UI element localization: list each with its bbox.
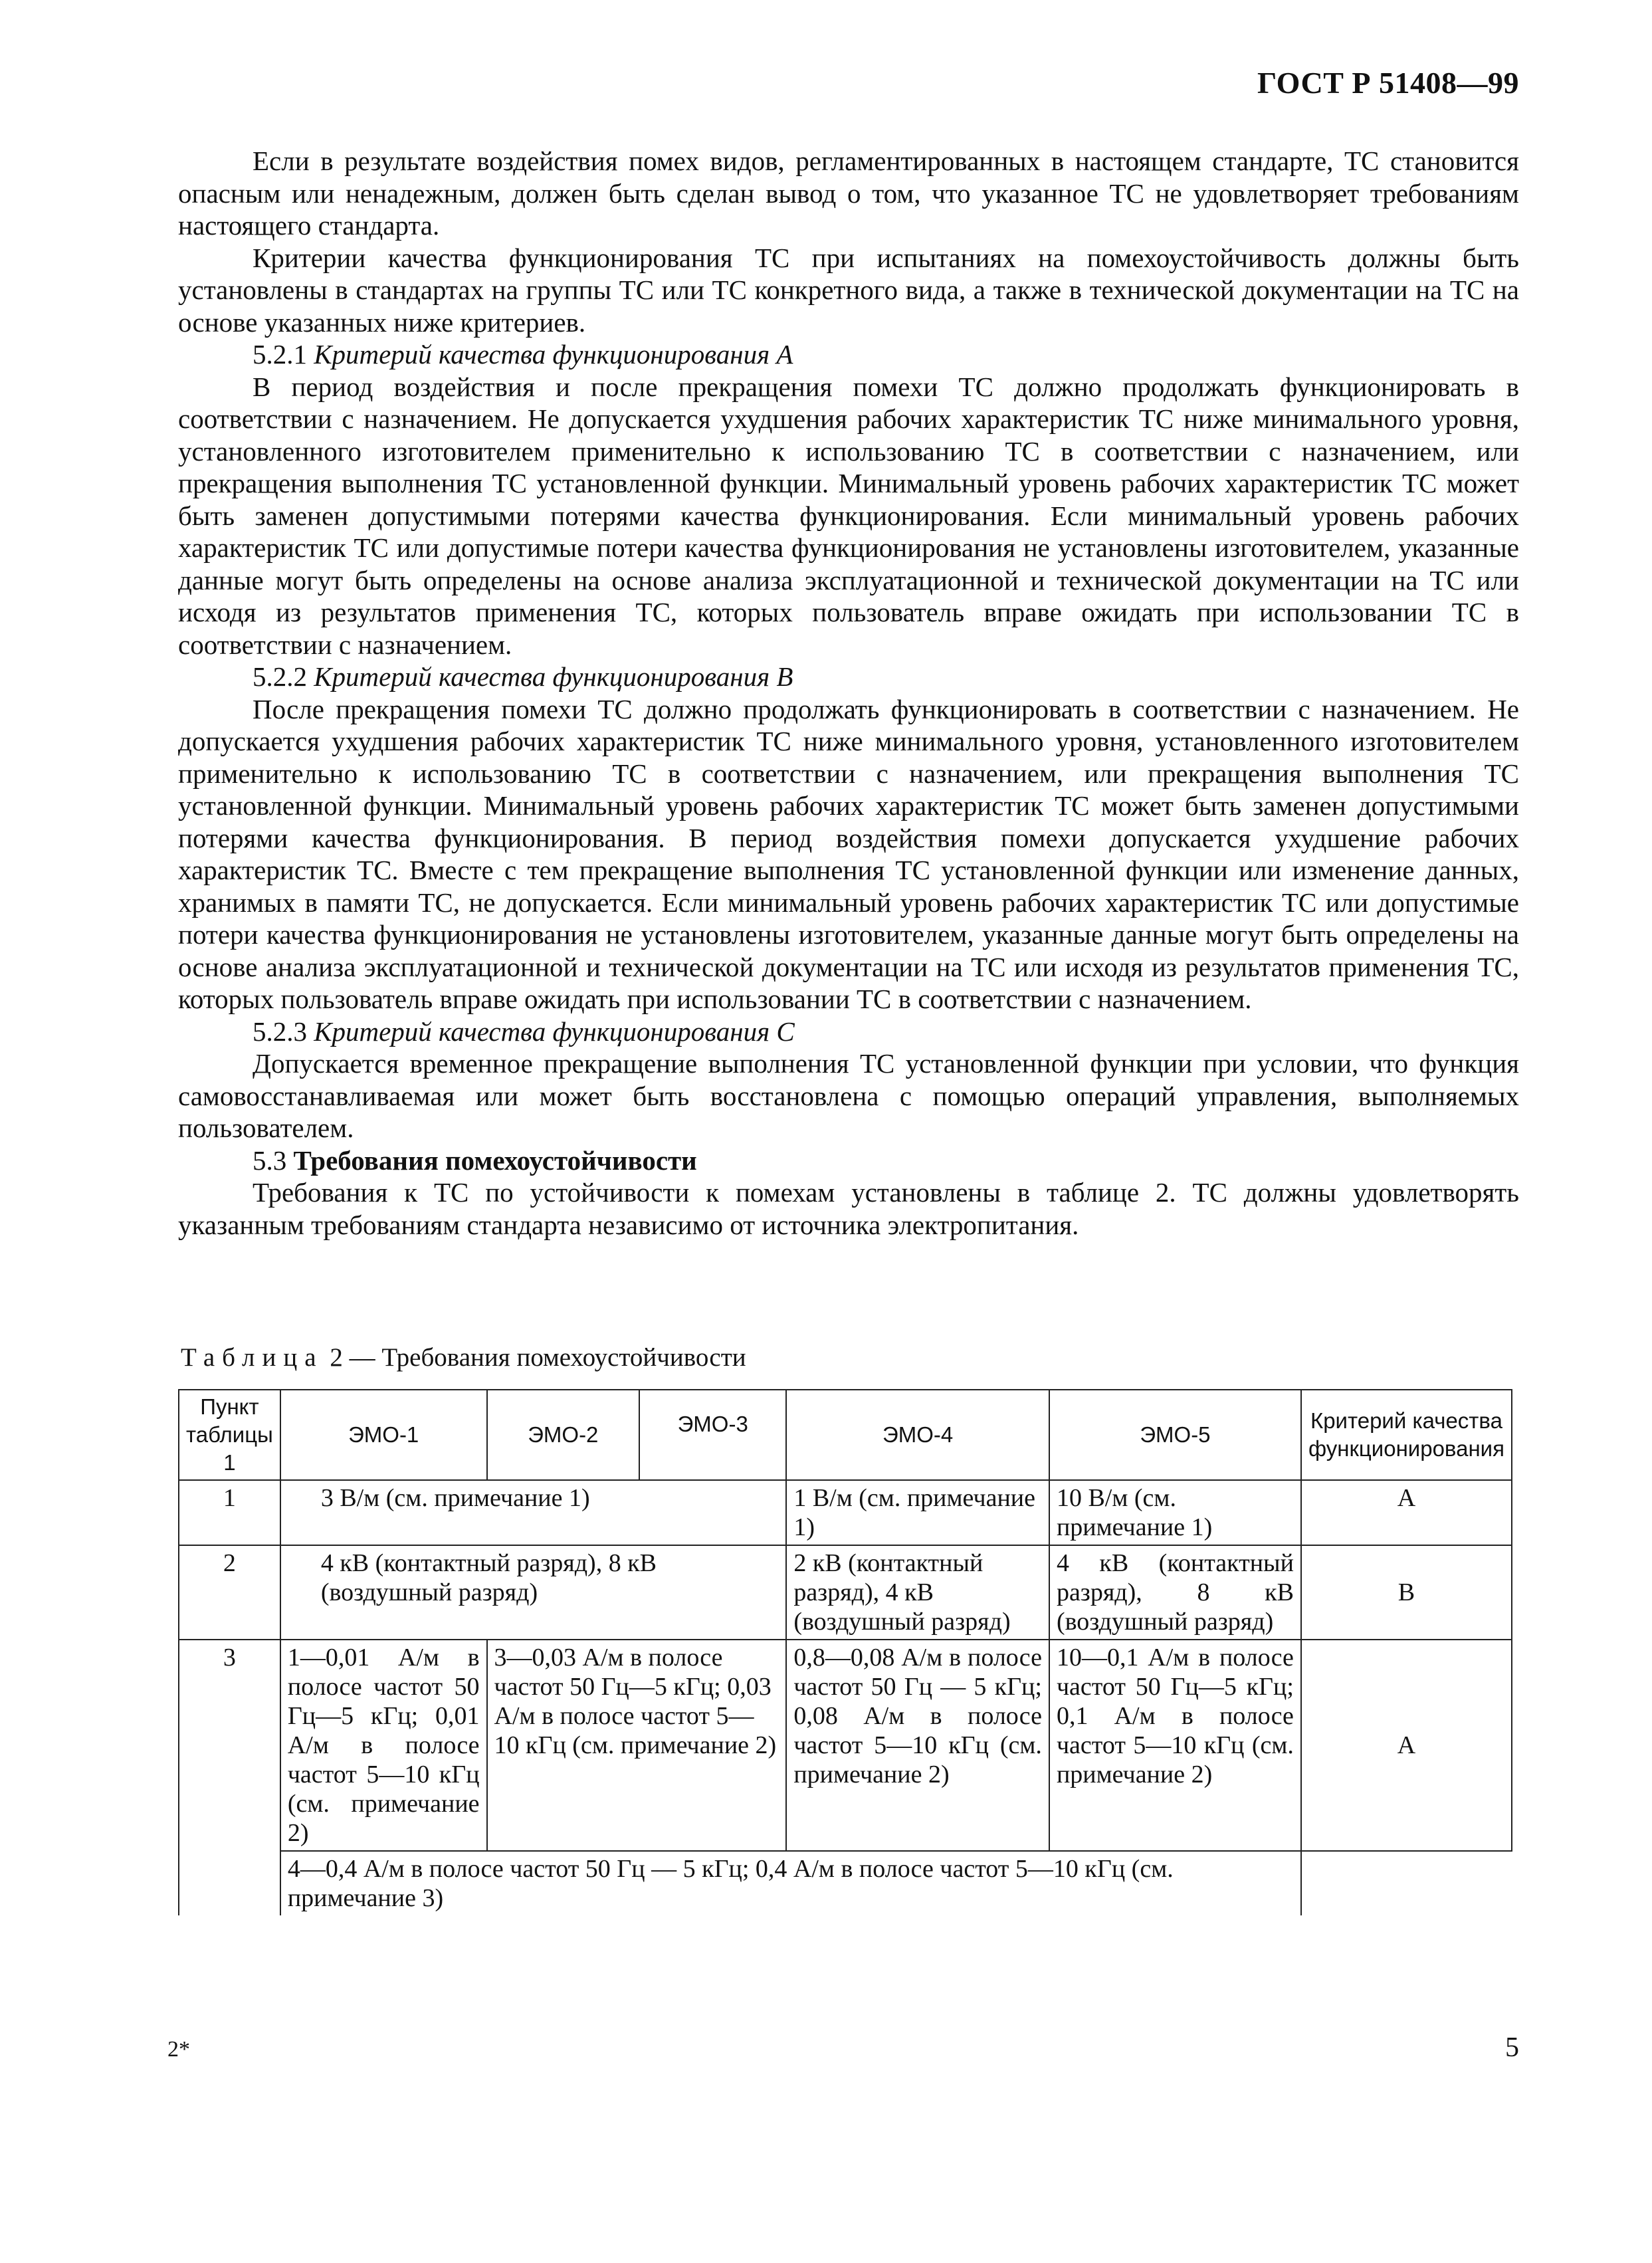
header-emo1: ЭМО-1 xyxy=(280,1390,487,1480)
cell-item: 3 xyxy=(179,1640,280,1915)
section-title: Критерий качества функционирования С xyxy=(314,1016,795,1047)
section-number: 5.2.1 xyxy=(253,339,307,370)
section-heading-5-2-2 xyxy=(178,661,1519,693)
table-caption-text: 2 — Требования помехоустойчивости xyxy=(330,1343,746,1372)
header-emo3: ЭМО-3 xyxy=(639,1390,786,1480)
cell-emo4: 2 кВ (контактный разряд), 4 кВ (воздушный разряд) xyxy=(786,1545,1049,1640)
requirements-table xyxy=(178,1389,1512,1915)
table-caption xyxy=(181,1343,746,1372)
section-number: 5.2.2 xyxy=(253,661,307,692)
cell-criterion: А xyxy=(1301,1640,1512,1851)
table-row xyxy=(179,1480,1512,1545)
paragraph: Требования к ТС по устойчивости к помехам установлены в таблице 2. ТС должны удовлетворять указанным требованиям стандарта независимо от источника электропитания. xyxy=(178,1177,1519,1240)
cell-item: 1 xyxy=(179,1480,280,1545)
section-heading-5-2-1 xyxy=(178,338,1519,371)
header-item: Пункт таблицы 1 xyxy=(179,1390,280,1480)
cell-emo-extra: 4—0,4 А/м в полосе частот 50 Гц — 5 кГц; 0,4 А/м в полосе частот 5—10 кГц (см. примечание 3) xyxy=(280,1851,1301,1915)
section-heading-5-2-3 xyxy=(178,1016,1519,1048)
cell-emo2-3: 3—0,03 А/м в полосе частот 50 Гц—5 кГц; 0,03 А/м в полосе частот 5—10 кГц (см. примечание 2) xyxy=(487,1640,787,1851)
section-number: 5.2.3 xyxy=(253,1016,307,1047)
paragraph: После прекращения помехи ТС должно продолжать функционировать в соответствии с назначением. Не допускается ухудшения рабочих характеристик ТС ниже минимального уровня, установленного изготовителем применительно к использованию ТС в соответствии с назначением, или прекращения выполнения ТС установленной функции. Минимальный уровень рабочих характеристик ТС может быть заменен допустимыми потерями качества функционирования. В период воздействия помехи допускается ухудшение рабочих характеристик ТС. Вместе с тем прекращение выполнения ТС установленной функции или изменение данных, хранимых в памяти ТС, не допускается. Если минимальный уровень рабочих характеристик ТС или допустимые потери качества функционирования не установлены изготовителем, указанные данные могут быть определены на основе анализа эксплуатационной и технической документации на ТС или исходя из результатов применения ТС, которых пользователь вправе ожидать при использовании ТС в соответствии с назначением. xyxy=(178,693,1519,1014)
table-header-row xyxy=(179,1390,1512,1480)
cell-emo5: 4 кВ (контактный разряд), 8 кВ (воздушный разряд) xyxy=(1049,1545,1301,1640)
table-row xyxy=(179,1640,1512,1851)
cell-emo5: 10 В/м (см. примечание 1) xyxy=(1049,1480,1301,1545)
cell-criterion: В xyxy=(1301,1545,1512,1640)
table-row xyxy=(179,1545,1512,1640)
section-heading-5-3 xyxy=(178,1144,1519,1177)
cell-item: 2 xyxy=(179,1545,280,1640)
cell-emo1-3: 4 кВ (контактный разряд), 8 кВ (воздушный разряд) xyxy=(280,1545,787,1640)
header-emo4: ЭМО-4 xyxy=(786,1390,1049,1480)
section-title: Критерий качества функционирования В xyxy=(314,661,793,692)
table-caption-label: Таблица xyxy=(181,1343,324,1372)
header-emo2: ЭМО-2 xyxy=(487,1390,640,1480)
sheet-mark: 2* xyxy=(167,2037,190,2062)
cell-emo4: 1 В/м (см. примечание 1) xyxy=(786,1480,1049,1545)
cell-criterion: А xyxy=(1301,1480,1512,1545)
paragraph: Критерии качества функционирования ТС при испытаниях на помехоустойчивость должны быть установлены в стандартах на группы ТС или ТС конкретного вида, а также в технической документации на ТС на основе указанных ниже критериев. xyxy=(178,242,1519,338)
header-criterion: Критерий качества функционирования xyxy=(1301,1390,1512,1480)
header-emo5: ЭМО-5 xyxy=(1049,1390,1301,1480)
cell-emo4: 0,8—0,08 А/м в полосе частот 50 Гц — 5 кГц; 0,08 А/м в полосе частот 5—10 кГц (см. примечание 2) xyxy=(786,1640,1049,1851)
cell-emo1: 1—0,01 А/м в полосе частот 50 Гц—5 кГц; 0,01 А/м в полосе частот 5—10 кГц (см. примечание 2) xyxy=(280,1640,487,1851)
cell-emo5: 10—0,1 А/м в полосе частот 50 Гц—5 кГц; 0,1 А/м в полосе частот 5—10 кГц (см. примечание 2) xyxy=(1049,1640,1301,1851)
body-text xyxy=(178,145,1519,1241)
section-title: Требования помехоустойчивости xyxy=(293,1144,697,1176)
section-title: Критерий качества функционирования А xyxy=(314,339,793,370)
paragraph: Если в результате воздействия помех видов, регламентированных в настоящем стандарте, ТС становится опасным или ненадежным, должен быть сделан вывод о том, что указанное ТС не удовлетворяет требованиям настоящего стандарта. xyxy=(178,146,1519,241)
document-code: ГОСТ Р 51408—99 xyxy=(1257,66,1519,100)
paragraph: В период воздействия и после прекращения помехи ТС должно продолжать функционировать в соответствии с назначением. Не допускается ухудшения рабочих характеристик ТС ниже минимального уровня, установленного изготовителем применительно к использованию ТС в соответствии с назначением, или прекращения выполнения ТС установленной функции. Минимальный уровень рабочих характеристик ТС может быть заменен допустимыми потерями качества функционирования. Если минимальный уровень рабочих характеристик ТС или допустимые потери качества функционирования не установлены изготовителем, указанные данные могут быть определены на основе анализа эксплуатационной и технической документации на ТС или исходя из результатов применения ТС, которых пользователь вправе ожидать при использовании ТС в соответствии с назначением. xyxy=(178,371,1519,660)
cell-emo1-3: 3 В/м (см. примечание 1) xyxy=(280,1480,787,1545)
paragraph: Допускается временное прекращение выполнения ТС установленной функции при условии, что функция самовосстанавливаемая или может быть восстановлена с помощью операций управления, выполняемых пользователем. xyxy=(178,1048,1519,1143)
cell-empty xyxy=(1301,1851,1512,1915)
section-number: 5.3 xyxy=(253,1144,287,1176)
page-number: 5 xyxy=(1505,2032,1519,2063)
table-row xyxy=(179,1851,1512,1915)
